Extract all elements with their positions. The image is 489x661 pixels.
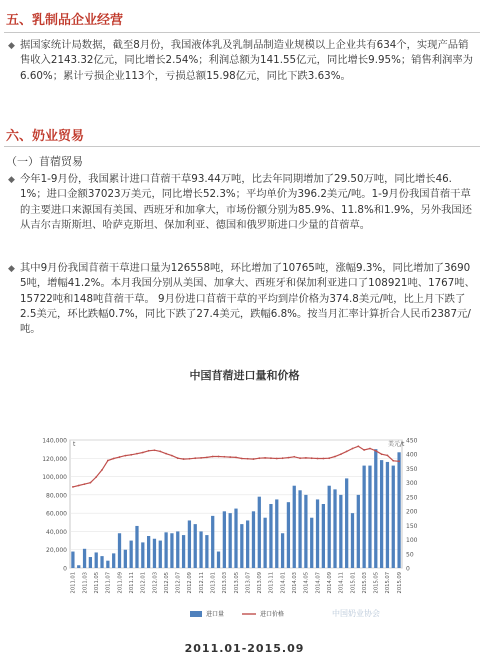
bar — [386, 462, 389, 568]
bar — [170, 533, 173, 568]
bar — [205, 535, 208, 568]
price-point — [328, 457, 330, 459]
bar — [176, 531, 179, 568]
x-tick-label: 2014.03 — [292, 572, 299, 594]
price-point — [299, 457, 301, 459]
x-tick-label: 2013.07 — [245, 572, 252, 594]
bar — [188, 520, 191, 568]
divider — [4, 146, 480, 147]
x-tick-label: 2014.09 — [326, 572, 333, 594]
bar — [287, 502, 290, 568]
price-point — [212, 456, 214, 458]
x-tick-label: 2012.11 — [198, 572, 205, 594]
x-tick-label: 2013.09 — [257, 572, 264, 594]
price-point — [229, 456, 231, 458]
price-point — [258, 457, 260, 459]
price-point — [369, 448, 371, 450]
y-left-tick: 80,000 — [46, 492, 67, 500]
price-point — [241, 458, 243, 460]
bar — [130, 541, 133, 568]
bar — [112, 553, 115, 568]
price-point — [171, 455, 173, 457]
y-right-tick: 350 — [406, 465, 418, 473]
watermark-text: 中国奶业协会 — [332, 609, 380, 618]
price-point — [317, 458, 319, 460]
import-chart — [30, 430, 440, 626]
bar — [199, 531, 202, 568]
price-point — [200, 457, 202, 459]
x-tick-label: 2011.07 — [105, 572, 112, 594]
bar — [71, 552, 74, 568]
price-point — [130, 454, 132, 456]
bar — [322, 504, 325, 568]
x-tick-label: 2011.05 — [94, 572, 101, 594]
price-point — [270, 457, 272, 459]
price-point — [84, 483, 86, 485]
x-tick-label: 2011.03 — [82, 572, 89, 594]
legend-label-line: 进口价格 — [260, 611, 285, 618]
price-point — [381, 453, 383, 455]
price-point — [206, 456, 208, 458]
price-point — [235, 456, 237, 458]
bar — [124, 550, 127, 568]
price-point — [159, 450, 161, 452]
bar — [374, 449, 377, 568]
y-right-tick: 450 — [406, 437, 418, 445]
x-tick-label: 2012.01 — [140, 572, 147, 594]
x-tick-label: 2015.03 — [361, 572, 368, 594]
x-tick-label: 2015.07 — [385, 572, 392, 594]
x-tick-label: 2015.01 — [350, 572, 357, 594]
section6-paragraph-2: 其中9月份我国苜蓿干草进口量为126558吨，环比增加了10765吨，涨幅9.3%，同比增加了36905吨，增幅41.2%。本月我国分别从美国、加拿大、西班牙和保加利亚进口了108921吨、1767吨、15722吨和148吨苜蓿干草。 9月份进口苜蓿干草的平均到岸价格为374.8美元/吨，比上月下跌了2.5美元，环比跌幅0.7%，同比下跌了27.4美元，跌幅6.8%。按当月汇率计算折合人民币2387元/吨。 — [20, 262, 475, 336]
bar — [118, 533, 121, 568]
bar — [217, 552, 220, 568]
y-left-tick: 20,000 — [46, 547, 67, 555]
bar — [147, 536, 150, 568]
price-point — [119, 456, 121, 458]
bar — [333, 489, 336, 568]
bar — [269, 504, 272, 568]
x-tick-label: 2012.03 — [152, 572, 159, 594]
x-tick-label: 2014.11 — [338, 572, 345, 594]
section5-title: 五、乳制品企业经营 — [6, 13, 124, 28]
y-left-tick: 40,000 — [46, 528, 67, 536]
section5-paragraph: 据国家统计局数据，截至8月份，我国液体乳及乳制品制造业规模以上企业共有634个，实现产品销售收入2143.32亿元，同比增长2.54%；利润总额为141.55亿元，同比增长9.95%；销售利润率为6.60%；累计亏损企业113个，亏损总额15.98亿元，同比下跌3.63%。 — [20, 39, 473, 82]
bar — [310, 518, 313, 568]
bar — [211, 516, 214, 568]
price-point — [136, 453, 138, 455]
bullet-icon: ◆ — [8, 264, 15, 274]
y-right-tick: 0 — [406, 565, 410, 573]
price-point — [165, 453, 167, 455]
price-point — [78, 485, 80, 487]
x-tick-label: 2014.07 — [315, 572, 322, 594]
x-tick-label: 2013.01 — [210, 572, 217, 594]
section6-paragraph-1: 今年1-9月份，我国累计进口苜蓿干草93.44万吨，比去年同期增加了29.50万吨，同比增长46.1%；进口金额37023万美元，同比增长52.3%；平均单价为396.2美元/吨。1-9月份我国苜蓿干草的主要进口来源国有美国、西班牙和加拿大，市场份额分别为85.9%、11.8%和1.9%，另外我国还从吉尔吉斯斯坦、哈萨克斯坦、保加利亚、德国和俄罗斯进口少量的苜蓿草。 — [20, 173, 472, 231]
price-point — [340, 453, 342, 455]
bar — [194, 524, 197, 568]
bar — [397, 452, 400, 568]
price-point — [124, 455, 126, 457]
price-point — [282, 457, 284, 459]
y-right-tick: 200 — [406, 508, 418, 516]
section6-subhead: （一）苜蓿贸易 — [6, 155, 83, 168]
price-point — [154, 449, 156, 451]
bar — [263, 518, 266, 568]
price-point — [305, 457, 307, 459]
price-point — [95, 476, 97, 478]
price-point — [183, 458, 185, 460]
price-point — [334, 456, 336, 458]
price-point — [392, 460, 394, 462]
bullet-icon: ◆ — [8, 41, 15, 51]
y-right-tick: 300 — [406, 480, 418, 488]
bar — [153, 539, 156, 568]
price-point — [311, 457, 313, 459]
bar — [368, 466, 371, 568]
price-point — [113, 458, 115, 460]
price-point — [194, 457, 196, 459]
x-tick-label: 2014.01 — [280, 572, 287, 594]
bar — [357, 495, 360, 568]
bar — [240, 524, 243, 568]
bar — [141, 542, 144, 568]
price-point — [346, 450, 348, 452]
price-point — [177, 457, 179, 459]
bar — [345, 478, 348, 568]
bar — [164, 532, 167, 568]
bar — [159, 541, 162, 568]
price-point — [398, 460, 400, 462]
bar — [392, 466, 395, 568]
y-right-tick: 250 — [406, 494, 418, 502]
y-left-tick: 100,000 — [42, 474, 67, 482]
x-tick-label: 2013.05 — [233, 572, 240, 594]
section6-title: 六、奶业贸易 — [6, 129, 85, 144]
y-right-tick: 400 — [406, 451, 418, 459]
x-tick-label: 2013.11 — [268, 572, 275, 594]
bar — [246, 520, 249, 568]
bar — [95, 552, 98, 568]
price-point — [363, 449, 365, 451]
x-tick-label: 2015.05 — [373, 572, 380, 594]
x-tick-label: 2012.07 — [175, 572, 182, 594]
price-point — [387, 454, 389, 456]
y-left-tick: 120,000 — [42, 455, 67, 463]
price-point — [107, 460, 109, 462]
bar — [234, 509, 237, 568]
price-point — [142, 452, 144, 454]
price-point — [253, 458, 255, 460]
price-point — [352, 448, 354, 450]
bar — [100, 556, 103, 568]
y-right-unit: 美元/t — [388, 441, 405, 448]
bar — [380, 460, 383, 568]
price-point — [264, 457, 266, 459]
bar — [83, 549, 86, 568]
x-tick-label: 2015.09 — [396, 572, 403, 594]
divider — [4, 32, 480, 33]
price-point — [72, 486, 74, 488]
bar — [182, 535, 185, 568]
bar — [304, 495, 307, 568]
bar — [281, 533, 284, 568]
price-point — [322, 458, 324, 460]
bar — [229, 513, 232, 568]
bar — [106, 561, 109, 568]
y-left-tick: 140,000 — [42, 437, 67, 445]
price-point — [101, 469, 103, 471]
bar — [77, 565, 80, 568]
price-point — [375, 450, 377, 452]
bar — [328, 486, 331, 568]
y-left-tick: 0 — [63, 565, 67, 573]
bar — [293, 486, 296, 568]
bar — [252, 511, 255, 568]
x-tick-label: 2012.05 — [163, 572, 170, 594]
x-tick-label: 2014.05 — [303, 572, 310, 594]
y-left-unit: t — [73, 441, 76, 448]
bar — [351, 513, 354, 568]
bar — [258, 497, 261, 568]
bar — [89, 557, 92, 568]
bar — [363, 466, 366, 568]
bar — [275, 499, 278, 568]
legend-label-bar: 进口量 — [206, 611, 225, 618]
price-point — [148, 450, 150, 452]
price-point — [247, 458, 249, 460]
price-point — [223, 456, 225, 458]
price-point — [89, 482, 91, 484]
bar — [339, 495, 342, 568]
y-right-tick: 100 — [406, 537, 418, 545]
bullet-icon: ◆ — [8, 175, 15, 185]
x-tick-label: 2011.09 — [117, 572, 124, 594]
price-point — [293, 456, 295, 458]
x-tick-label: 2013.03 — [222, 572, 229, 594]
price-point — [288, 457, 290, 459]
bar — [223, 511, 226, 568]
x-tick-label: 2011.01 — [70, 572, 77, 594]
price-point — [276, 458, 278, 460]
y-left-tick: 60,000 — [46, 510, 67, 518]
price-point — [218, 456, 220, 458]
chart-caption: 2011.01-2015.09 — [184, 642, 305, 655]
legend-swatch-bar — [190, 611, 202, 617]
price-point — [189, 458, 191, 460]
y-right-tick: 150 — [406, 522, 418, 530]
chart-title: 中国苜蓿进口量和价格 — [189, 369, 300, 382]
bar — [298, 490, 301, 568]
y-right-tick: 50 — [406, 551, 414, 559]
bar — [316, 499, 319, 568]
price-point — [357, 445, 359, 447]
x-tick-label: 2012.09 — [187, 572, 194, 594]
bar — [135, 526, 138, 568]
x-tick-label: 2011.11 — [128, 572, 135, 594]
